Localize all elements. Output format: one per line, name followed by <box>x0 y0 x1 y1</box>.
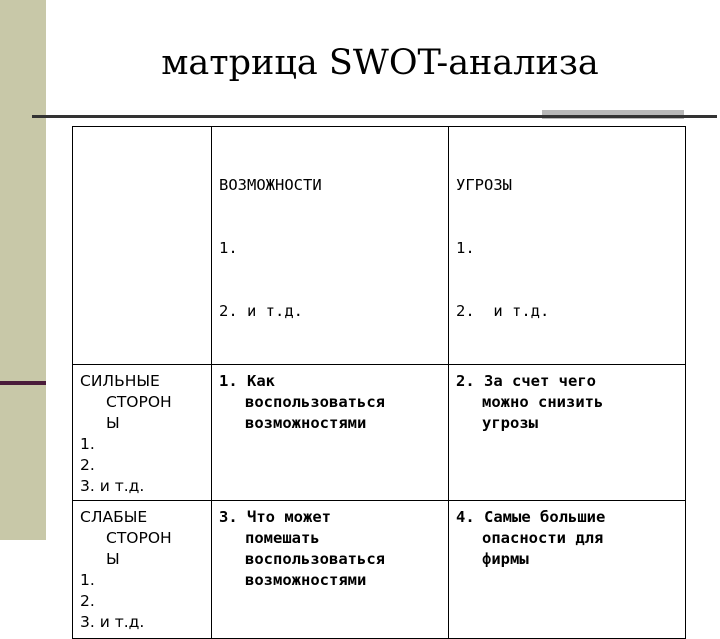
strengths-item-2: 2. <box>80 456 95 474</box>
weaknesses-opportunities-cell <box>212 501 449 639</box>
threats-item-2: 2. и т.д. <box>456 302 550 320</box>
cell3-line-3: воспользоваться <box>245 550 385 568</box>
strengths-item-1: 1. <box>80 435 95 453</box>
cell4-line-1: 4. Самые большие <box>456 508 606 526</box>
weaknesses-heading-line-3: Ы <box>106 550 120 568</box>
cell3-line-1: 3. Что может <box>219 508 331 526</box>
cell3-line-4: возможностями <box>245 571 367 589</box>
weaknesses-item-2: 2. <box>80 592 95 610</box>
threats-heading: УГРОЗЫ <box>456 176 512 194</box>
title-underline <box>32 115 717 118</box>
strengths-row <box>73 365 686 501</box>
strengths-heading-line-2: СТОРОН <box>106 393 172 411</box>
strengths-heading-line-1: СИЛЬНЫЕ <box>80 372 160 390</box>
cell1-line-2: воспользоваться <box>245 393 385 411</box>
cell1-line-3: возможностями <box>245 414 367 432</box>
left-decor-mark <box>0 381 46 385</box>
opportunities-item-1: 1. <box>219 239 238 257</box>
corner-cell <box>73 127 212 365</box>
strengths-heading-line-3: Ы <box>106 414 120 432</box>
cell2-line-3: угрозы <box>482 414 538 432</box>
strengths-threats-cell <box>449 365 686 501</box>
weaknesses-heading-line-1: СЛАБЫЕ <box>80 508 148 526</box>
weaknesses-header-cell <box>73 501 212 639</box>
cell1-line-1: 1. Как <box>219 372 275 390</box>
weaknesses-heading-line-2: СТОРОН <box>106 529 172 547</box>
opportunities-header-cell <box>212 127 449 365</box>
weaknesses-item-3: 3. и т.д. <box>80 613 145 631</box>
strengths-header-cell <box>73 365 212 501</box>
weaknesses-row <box>73 501 686 639</box>
opportunities-heading: ВОЗМОЖНОСТИ <box>219 176 322 194</box>
cell2-line-1: 2. За счет чего <box>456 372 596 390</box>
threats-item-1: 1. <box>456 239 475 257</box>
opportunities-item-2: 2. и т.д. <box>219 302 303 320</box>
swot-matrix <box>72 126 686 639</box>
cell2-line-2: можно снизить <box>482 393 604 411</box>
cell3-line-2: помешать <box>245 529 320 547</box>
left-decor-bar <box>0 0 46 540</box>
weaknesses-item-1: 1. <box>80 571 95 589</box>
cell4-line-3: фирмы <box>482 550 529 568</box>
slide-title: матрица SWOT-анализа <box>161 43 599 83</box>
strengths-item-3: 3. и т.д. <box>80 477 145 495</box>
threats-header-cell <box>449 127 686 365</box>
header-row <box>73 127 686 365</box>
cell4-line-2: опасности для <box>482 529 604 547</box>
strengths-opportunities-cell <box>212 365 449 501</box>
weaknesses-threats-cell <box>449 501 686 639</box>
